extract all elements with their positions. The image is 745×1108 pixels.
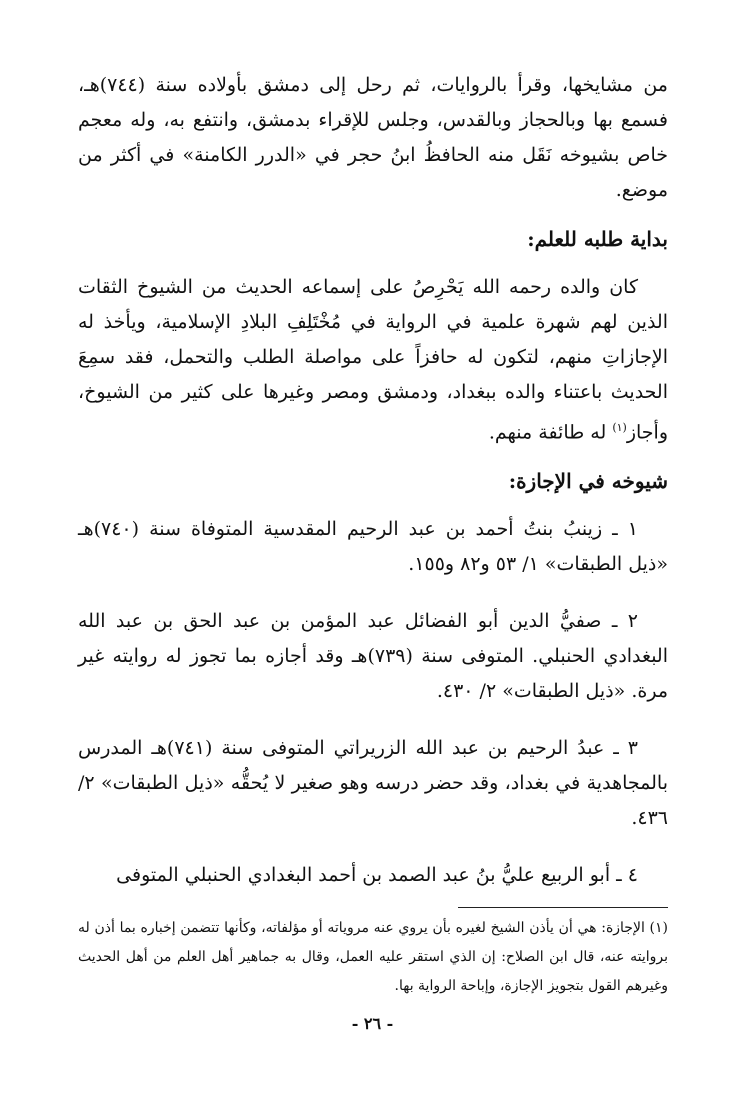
page-number: - ٢٦ - xyxy=(351,1014,394,1033)
sheikh-list-item: ١ ـ زينبُ بنتُ أحمد بن عبد الرحيم المقدسية المتوفاة سنة (٧٤٠)هـ «ذيل الطبقات» ١/ ٥٣ و٨٢ و١٥٥. xyxy=(78,518,668,576)
intro-paragraph: من مشايخها، وقرأ بالروايات، ثم رحل إلى دمشق بأولاده سنة (٧٤٤)هـ، فسمع بها وبالحجاز وبالقدس، وجلس للإقراء بدمشق، وانتفع به، وله معجم خاص بشيوخه نَقَل منه الحافظُ ابنُ حجر في «الدرر الكامنة» في أكثر من موضع. xyxy=(78,74,668,201)
study-start-paragraph xyxy=(78,270,668,450)
page-content xyxy=(78,68,668,1001)
sheikh-list-item: ٤ ـ أبو الربيع عليُّ بنُ عبد الصمد بن أحمد البغدادي الحنبلي المتوفى xyxy=(116,864,638,887)
footnote: (١) الإجازة: هي أن يأذن الشيخ لغيره بأن يروي عنه مروياته أو مؤلفاته، وكأنها تتضمن إخباره بما أذن له بروايته عنه، قال ابن الصلاح: إن الذي استقر عليه العمل، وقال به جماهير أهل العلم من أهل الحديث وغيرهم القول بتجويز الإجازة، وإباحة الرواية بها. xyxy=(78,920,668,995)
study-start-text-end: له طائفة منهم. xyxy=(488,421,613,444)
sheikh-list-item: ٣ ـ عبدُ الرحيم بن عبد الله الزريراتي المتوفى سنة (٧٤١)هـ المدرس بالمجاهدية في بغداد، وقد حضر درسه وهو صغير لا يُحقُّه «ذيل الطبقات» ٢/ ٤٣٦. xyxy=(78,737,668,830)
sheikh-list-item: ٢ ـ صفيُّ الدين أبو الفضائل عبد المؤمن بن عبد الحق بن عبد الله البغدادي الحنبلي. المتوفى سنة (٧٣٩)هـ وقد أجازه بما تجوز له روايته غير مرة. «ذيل الطبقات» ٢/ ٤٣٠. xyxy=(78,610,668,703)
footnote-marker: (١) xyxy=(612,421,627,434)
footnote-divider xyxy=(458,907,668,908)
section-heading-ijaza-sheikhs: شيوخه في الإجازة: xyxy=(508,469,668,494)
section-heading-study-start: بداية طلبه للعلم: xyxy=(527,227,668,251)
study-start-text: كان والده رحمه الله يَحْرِصُ على إسماعه الحديث من الشيوخ الثقات الذين لهم شهرة علمية في الرواية في مُخْتَلِفِ البلادِ الإسلامية، ويأخذ له الإجازاتِ منهم، لتكون له حافزاً على مواصلة الطلب والتحمل، فقد سمِعَ الحديث باعتناء والده ببغداد، ودمشق ومصر وغيرها على كثير من الشيوخ، وأجاز xyxy=(78,276,668,444)
